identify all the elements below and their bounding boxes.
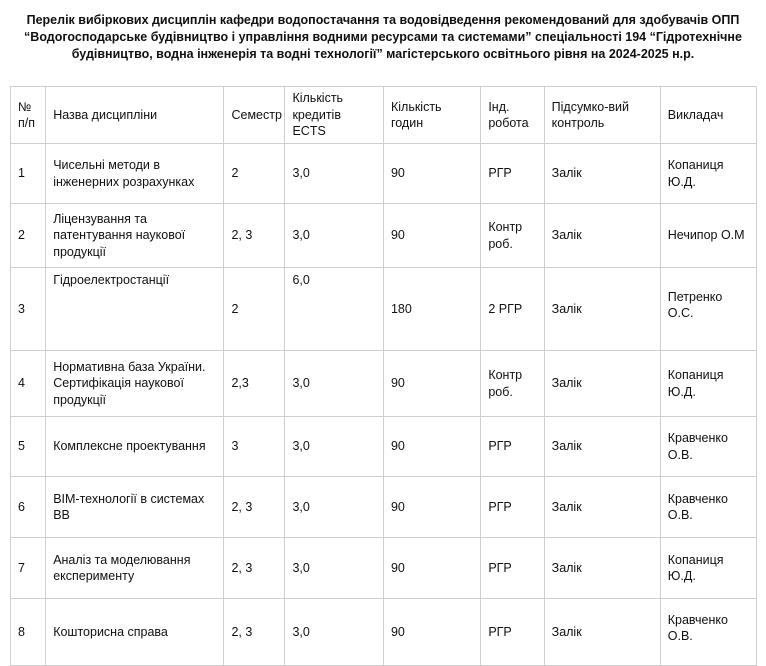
table-row	[11, 204, 757, 268]
document-title: Перелік вибіркових дисциплін кафедри водопостачання та водовідведення рекомендований для здобувачів ОПП “Водогосподарське будівництво і управління водними ресурсами та системами” спеціальності 194 “Гідротехнічне будівництво, водна інженерія та водні технології” магістерського освітнього рівня на 2024-2025 н.р.	[24, 13, 742, 61]
cell-teacher: Копаниця Ю.Д.	[660, 538, 756, 599]
cell-credits: 3,0	[285, 538, 384, 599]
cell-control: Залік	[544, 204, 660, 268]
cell-ind-work: Контр роб.	[481, 351, 544, 417]
cell-control: Залік	[544, 599, 660, 666]
cell-control: Залік	[544, 417, 660, 477]
cell-credits: 3,0	[285, 144, 384, 204]
cell-num: 3	[11, 268, 46, 351]
header-control: Підсумко-вий контроль	[544, 87, 660, 144]
cell-ind-work: 2 РГР	[481, 268, 544, 351]
cell-teacher: Копаниця Ю.Д.	[660, 144, 756, 204]
cell-control: Залік	[544, 268, 660, 351]
table-row	[11, 351, 757, 417]
header-num: № п/п	[11, 87, 46, 144]
cell-credits: 3,0	[285, 417, 384, 477]
header-semester: Семестр	[224, 87, 285, 144]
cell-semester: 2, 3	[224, 599, 285, 666]
cell-semester: 2, 3	[224, 204, 285, 268]
cell-name: Чисельні методи в інженерних розрахунках	[46, 144, 224, 204]
cell-name: Ліцензування та патентування наукової продукції	[46, 204, 224, 268]
cell-teacher: Нечипор О.М	[660, 204, 756, 268]
table-row	[11, 477, 757, 538]
table-row	[11, 538, 757, 599]
cell-name: Аналіз та моделювання експерименту	[46, 538, 224, 599]
cell-semester: 2	[224, 144, 285, 204]
table-row	[11, 144, 757, 204]
cell-semester: 2	[224, 268, 285, 351]
cell-control: Залік	[544, 351, 660, 417]
cell-name: Комплексне проектування	[46, 417, 224, 477]
header-name: Назва дисципліни	[46, 87, 224, 144]
cell-credits: 3,0	[285, 351, 384, 417]
cell-teacher: Кравченко О.В.	[660, 599, 756, 666]
cell-name: Кошторисна справа	[46, 599, 224, 666]
cell-semester: 2,3	[224, 351, 285, 417]
cell-teacher: Кравченко О.В.	[660, 477, 756, 538]
cell-ind-work: РГР	[481, 599, 544, 666]
cell-ind-work: РГР	[481, 144, 544, 204]
cell-hours: 90	[383, 417, 480, 477]
header-teacher: Викладач	[660, 87, 756, 144]
cell-semester: 2, 3	[224, 477, 285, 538]
cell-credits: 3,0	[285, 599, 384, 666]
cell-name: Нормативна база України. Сертифікація наукової продукції	[46, 351, 224, 417]
cell-teacher: Копаниця Ю.Д.	[660, 351, 756, 417]
cell-num: 2	[11, 204, 46, 268]
cell-hours: 90	[383, 144, 480, 204]
cell-num: 6	[11, 477, 46, 538]
cell-semester: 2, 3	[224, 538, 285, 599]
cell-credits: 3,0	[285, 204, 384, 268]
cell-hours: 90	[383, 351, 480, 417]
header-hours: Кількість годин	[383, 87, 480, 144]
cell-hours: 90	[383, 477, 480, 538]
cell-semester: 3	[224, 417, 285, 477]
cell-hours: 90	[383, 599, 480, 666]
header-row	[11, 87, 757, 144]
cell-hours: 90	[383, 538, 480, 599]
cell-num: 5	[11, 417, 46, 477]
table-row	[11, 268, 757, 351]
cell-name: Гідроелектростанції	[46, 268, 224, 351]
cell-hours: 180	[383, 268, 480, 351]
cell-teacher: Кравченко О.В.	[660, 417, 756, 477]
cell-name: ВІМ-технології в системах ВВ	[46, 477, 224, 538]
header-ind-work: Інд. робота	[481, 87, 544, 144]
cell-ind-work: РГР	[481, 538, 544, 599]
table-row	[11, 599, 757, 666]
table-row	[11, 417, 757, 477]
cell-control: Залік	[544, 538, 660, 599]
cell-ind-work: РГР	[481, 417, 544, 477]
cell-control: Залік	[544, 477, 660, 538]
cell-ind-work: РГР	[481, 477, 544, 538]
cell-credits: 3,0	[285, 477, 384, 538]
cell-num: 1	[11, 144, 46, 204]
cell-num: 4	[11, 351, 46, 417]
cell-ind-work: Контр роб.	[481, 204, 544, 268]
cell-hours: 90	[383, 204, 480, 268]
cell-num: 8	[11, 599, 46, 666]
cell-credits: 6,0	[285, 268, 384, 351]
header-credits: Кількість кредитів ECTS	[285, 87, 384, 144]
cell-num: 7	[11, 538, 46, 599]
disciplines-table	[10, 86, 757, 666]
cell-teacher: Петренко О.С.	[660, 268, 756, 351]
cell-control: Залік	[544, 144, 660, 204]
